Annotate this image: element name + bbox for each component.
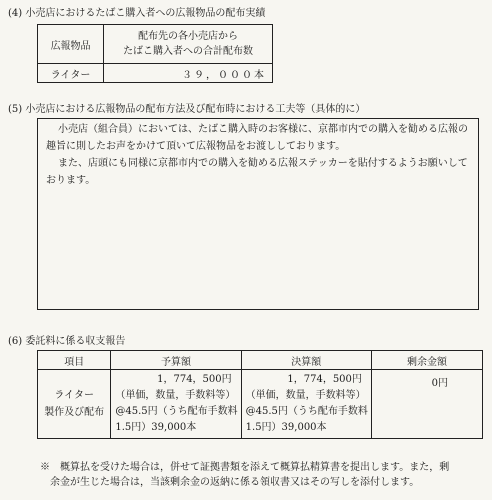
section6-heading: (6) 委託料に係る収支報告 <box>8 336 126 347</box>
row-value: ３９，０００本 <box>104 64 273 83</box>
note-line1: ※ 概算払を受けた場合は，併せて証拠書類を添えて概算払精算書を提出します。また，剰 <box>40 462 450 473</box>
method-paragraph-2: また、店頭にも同様に京都市内での購入を勧める広報ステッカーを貼付するようお願いしております。 <box>46 158 468 186</box>
method-box <box>37 118 479 310</box>
distribution-table <box>37 24 273 83</box>
settlement-amount: 1，774，500円 <box>287 374 362 385</box>
col-header-budget: 予算額 <box>111 351 241 370</box>
budget-cell <box>111 370 241 439</box>
budget-line3: @45.5円（うち配布手数料 <box>115 406 238 417</box>
note <box>40 460 490 490</box>
method-paragraph-1: 小売店（組合員）においては、たばこ購入時のお客様に、京都市内での購入を勧める広報の趣旨に則したお声をかけて頂いて広報物品をお渡ししております。 <box>46 124 468 152</box>
section5-heading: (5) 小売店における広報物品の配布方法及び配布時における工夫等（具体的に） <box>8 104 366 115</box>
header-total <box>104 25 273 64</box>
note-line2: 余金が生じた場合は，当該剰余金の返納に係る領収書又はその写しを添付します。 <box>50 477 420 488</box>
row-item: ライター <box>38 64 104 83</box>
header-item: 広報物品 <box>38 25 104 64</box>
item-line1: ライター <box>54 390 95 401</box>
section4-heading: (4) 小売店におけるたばこ購入者への広報物品の配布実績 <box>8 8 266 19</box>
budget-line2: （単価，数量，手数料等） <box>115 390 236 401</box>
settlement-line3: @45.5円（うち配布手数料 <box>245 406 368 417</box>
settlement-line2: （単価，数量，手数料等） <box>245 390 366 401</box>
col-header-surplus: 剰余金額 <box>371 351 482 370</box>
surplus-cell: 0円 <box>371 370 482 439</box>
col-header-settlement: 決算額 <box>241 351 371 370</box>
settlement-line4: 1.5円）39,000本 <box>245 422 327 433</box>
budget-amount: 1，774，500円 <box>157 374 232 385</box>
col-header-item: 項目 <box>38 351 111 370</box>
item-line2: 製作及び配布 <box>44 407 105 418</box>
budget-table <box>37 350 483 439</box>
budget-line4: 1.5円）39,000本 <box>115 422 197 433</box>
settlement-cell <box>241 370 371 439</box>
row-item-cell <box>38 370 111 439</box>
header-total-line1: 配布先の各小売店から <box>138 31 239 42</box>
header-total-line2: たばこ購入者への合計配布数 <box>123 46 254 57</box>
